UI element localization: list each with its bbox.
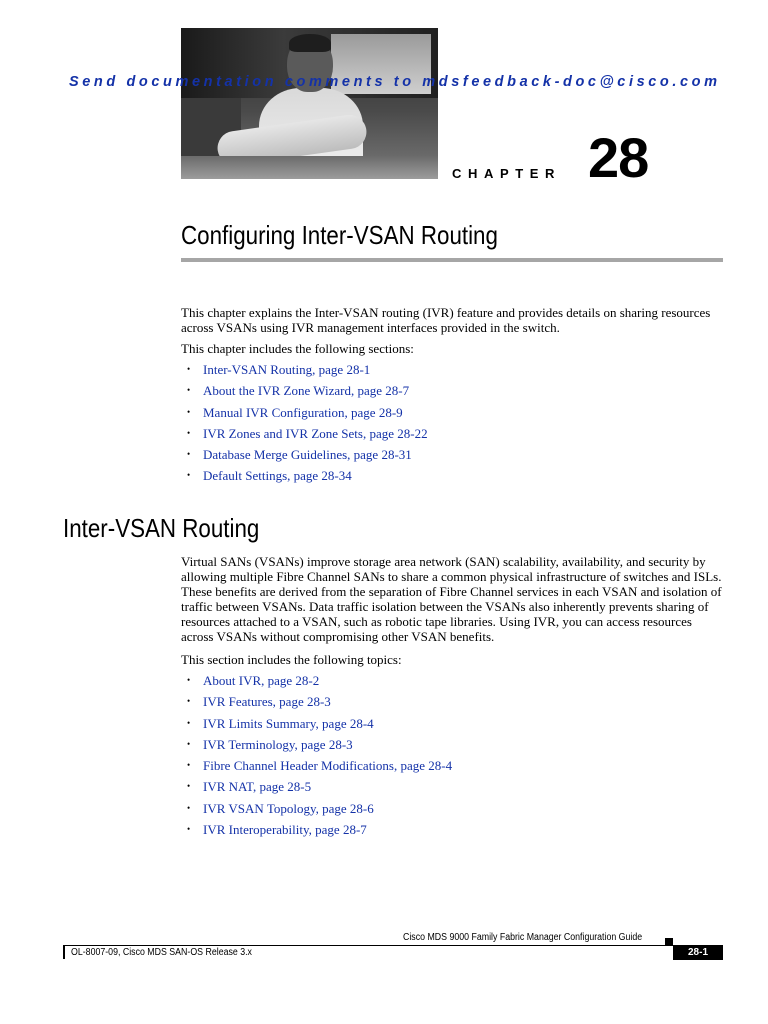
list-item <box>181 822 452 843</box>
topics-intro: This section includes the following topics: <box>181 652 402 667</box>
bullet-icon: • <box>187 675 191 685</box>
footer-rule <box>63 945 723 946</box>
list-item <box>181 362 428 383</box>
topic-link[interactable]: IVR Terminology, page 28-3 <box>203 736 353 752</box>
footer-release: OL-8007-09, Cisco MDS SAN-OS Release 3.x <box>71 947 252 958</box>
bullet-icon: • <box>187 406 191 417</box>
page-number: 28-1 <box>673 946 723 960</box>
bullet-icon: • <box>187 824 191 835</box>
intro-paragraph: This chapter explains the Inter-VSAN routing (IVR) feature and provides details on sharing resources across VSANs using IVR management interfaces provided in the switch. <box>181 305 711 335</box>
section-link[interactable]: Manual IVR Configuration, page 28-9 <box>203 404 403 420</box>
list-item <box>181 758 452 779</box>
list-item <box>181 779 452 800</box>
bullet-icon: • <box>187 385 191 396</box>
bullet-icon: • <box>187 717 191 728</box>
list-item <box>181 694 452 715</box>
bullet-icon: • <box>187 696 191 707</box>
topic-link[interactable]: Fibre Channel Header Modifications, page 28-4 <box>203 758 453 774</box>
list-item <box>181 716 452 737</box>
footer-guide-title: Cisco MDS 9000 Family Fabric Manager Configuration Guide <box>403 932 643 943</box>
chapter-title: Configuring Inter-VSAN Routing <box>181 220 498 250</box>
chapter-label: CHAPTER <box>452 166 562 181</box>
list-item <box>181 405 428 426</box>
topic-link[interactable]: About IVR, page 28-2 <box>203 673 320 688</box>
bullet-icon: • <box>187 738 191 749</box>
list-item <box>181 673 452 694</box>
bullet-icon: • <box>187 470 191 481</box>
title-rule <box>181 258 723 262</box>
footer-tick <box>63 945 65 959</box>
bullet-icon: • <box>187 781 191 792</box>
topics-list <box>181 673 452 843</box>
bullet-icon: • <box>187 802 191 813</box>
list-item <box>181 468 428 489</box>
bullet-icon: • <box>187 760 191 771</box>
section-link[interactable]: IVR Zones and IVR Zone Sets, page 28-22 <box>203 425 428 441</box>
list-item <box>181 383 428 404</box>
topic-link[interactable]: IVR Features, page 28-3 <box>203 694 331 710</box>
list-item <box>181 447 428 468</box>
section-link[interactable]: About the IVR Zone Wizard, page 28-7 <box>203 383 410 399</box>
feedback-line: Send documentation comments to mdsfeedback-doc@cisco.com <box>69 74 721 90</box>
sections-intro: This chapter includes the following sections: <box>181 341 414 356</box>
topic-link[interactable]: IVR Limits Summary, page 28-4 <box>203 715 374 731</box>
bullet-icon: • <box>187 364 191 374</box>
section-link[interactable]: Database Merge Guidelines, page 28-31 <box>203 447 412 463</box>
sections-list <box>181 362 428 490</box>
section-link[interactable]: Inter-VSAN Routing, page 28-1 <box>203 362 371 377</box>
section-link[interactable]: Default Settings, page 28-34 <box>203 468 352 484</box>
topic-link[interactable]: IVR NAT, page 28-5 <box>203 779 312 795</box>
section-heading: Inter-VSAN Routing <box>63 513 260 543</box>
list-item <box>181 426 428 447</box>
chapter-photo <box>181 28 438 179</box>
bullet-icon: • <box>187 427 191 438</box>
topic-link[interactable]: IVR Interoperability, page 28-7 <box>203 822 367 838</box>
bullet-icon: • <box>187 449 191 460</box>
section-paragraph: Virtual SANs (VSANs) improve storage area network (SAN) scalability, availability, and security by allowing multiple Fibre Channel SANs to share a common physical infrastructure of switches and ISLs. These benefits are derived from the separation of Fibre Channel services in each VSAN and isolation of traffic between VSANs. Data traffic isolation between the VSANs also inherently prevents sharing of resources attached to a VSAN, such as robotic tape libraries. Using IVR, you can access resources across VSANs without compromising other VSAN benefits. <box>181 554 722 644</box>
chapter-number: 28 <box>588 126 649 189</box>
list-item <box>181 801 452 822</box>
list-item <box>181 737 452 758</box>
topic-link[interactable]: IVR VSAN Topology, page 28-6 <box>203 800 374 816</box>
